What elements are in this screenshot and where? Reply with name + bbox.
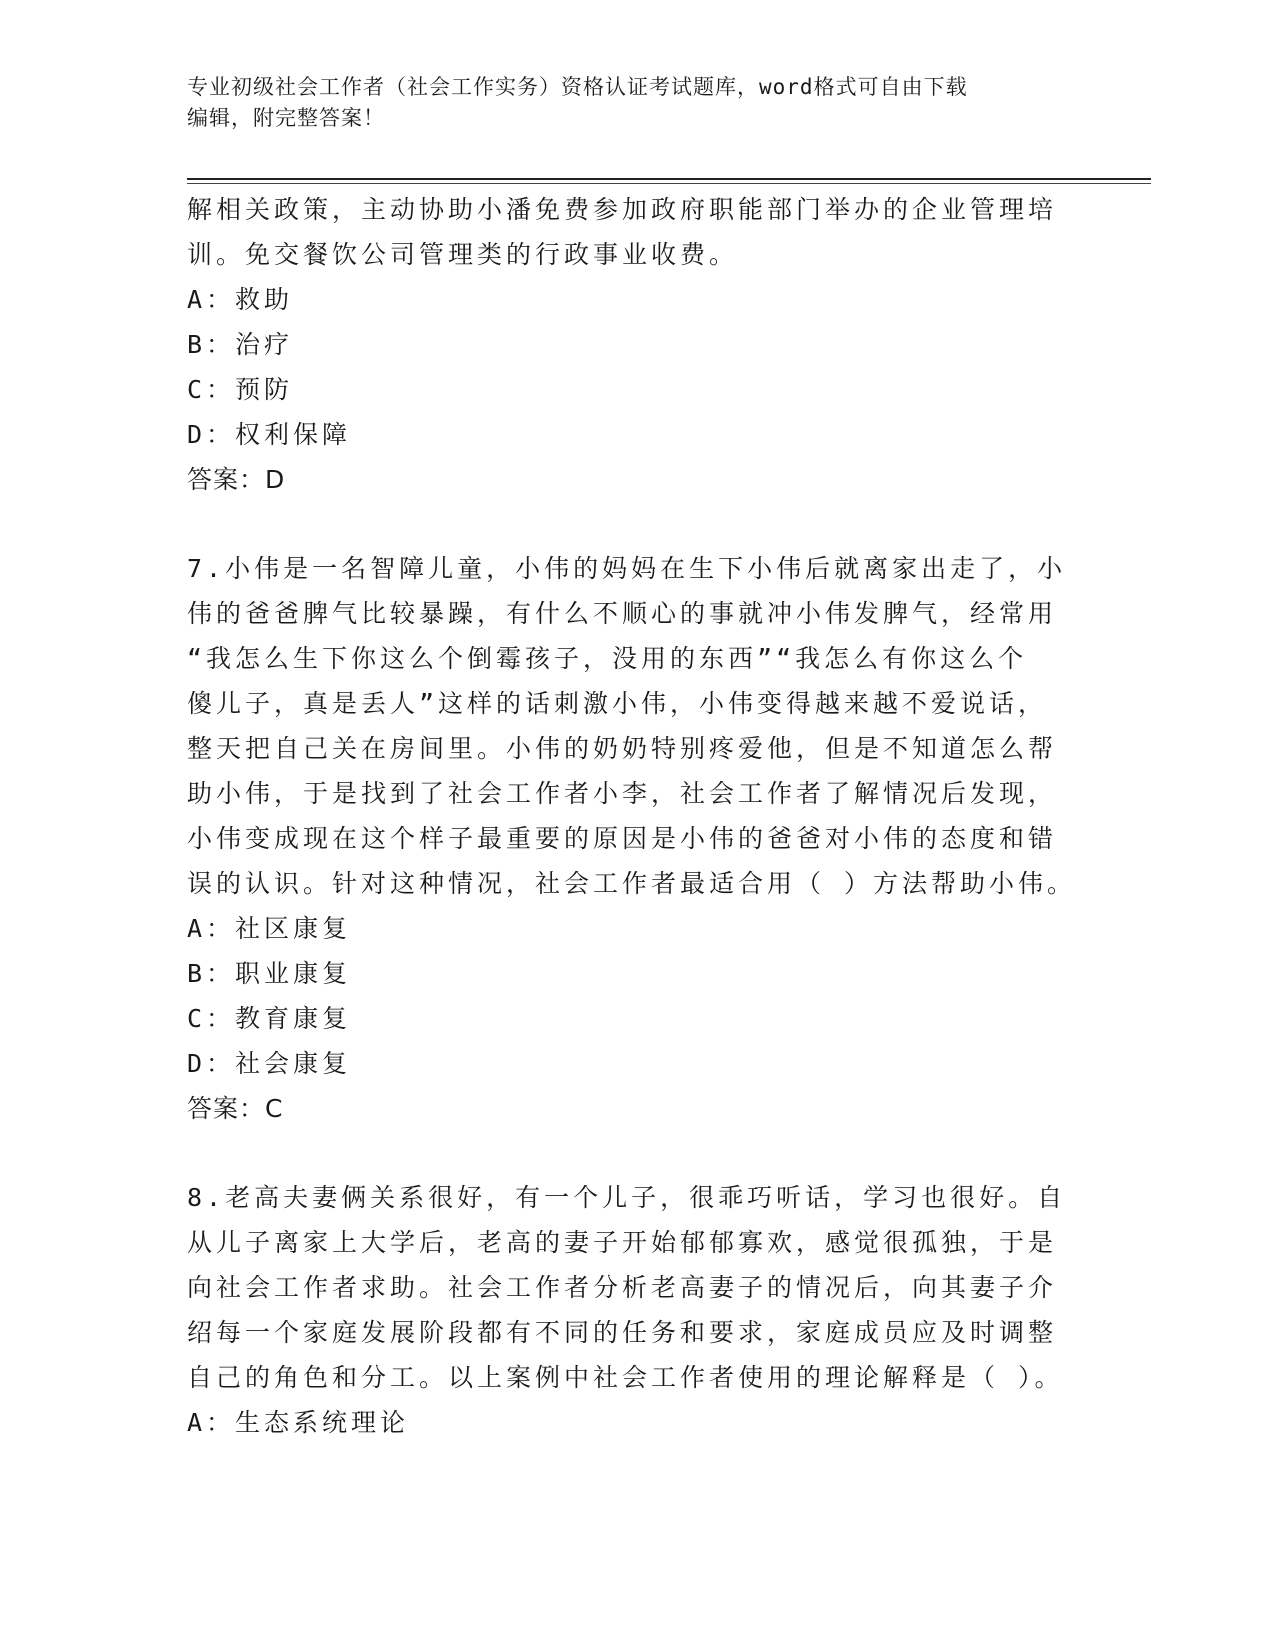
option-d: D：权利保障 bbox=[187, 420, 352, 449]
question-text-line: 绍每一个家庭发展阶段都有不同的任务和要求，家庭成员应及时调整 bbox=[187, 1318, 1058, 1347]
question-text-line: 从儿子离家上大学后，老高的妻子开始郁郁寡欢，感觉很孤独，于是 bbox=[187, 1228, 1058, 1257]
answer-label: 答案：D bbox=[187, 465, 286, 494]
question-text-line: 训。免交餐饮公司管理类的行政事业收费。 bbox=[187, 240, 739, 269]
option-b: B：职业康复 bbox=[187, 959, 352, 988]
header-line-1: 专业初级社会工作者（社会工作实务）资格认证考试题库，word格式可自由下载 bbox=[187, 75, 968, 99]
question-8 bbox=[187, 1175, 1067, 1445]
question-text-line: 误的认识。针对这种情况，社会工作者最适合用（ ）方法帮助小伟。 bbox=[187, 869, 1077, 898]
question-text-line: 解相关政策，主动协助小潘免费参加政府职能部门举办的企业管理培 bbox=[187, 195, 1058, 224]
page-header bbox=[187, 72, 1067, 134]
option-a: A：生态系统理论 bbox=[187, 1408, 410, 1437]
document-body bbox=[187, 187, 1077, 1445]
question-text-line: 傻儿子，真是丢人”这样的话刺激小伟，小伟变得越来越不爱说话， bbox=[187, 689, 1048, 718]
question-text-line: “我怎么生下你这么个倒霉孩子，没用的东西”“我怎么有你这么个 bbox=[187, 644, 1028, 673]
question-text-line: 自己的角色和分工。以上案例中社会工作者使用的理论解释是（ ）。 bbox=[187, 1363, 1064, 1392]
question-text-line: 助小伟，于是找到了社会工作者小李，社会工作者了解情况后发现， bbox=[187, 779, 1058, 808]
header-line-2: 编辑，附完整答案！ bbox=[187, 106, 385, 130]
question-7 bbox=[187, 546, 1077, 1131]
question-continuation bbox=[187, 187, 1067, 502]
header-rule-thin bbox=[187, 183, 1151, 184]
answer-label: 答案：C bbox=[187, 1094, 284, 1123]
question-text-line: 向社会工作者求助。社会工作者分析老高妻子的情况后，向其妻子介 bbox=[187, 1273, 1058, 1302]
spacer bbox=[187, 502, 1067, 546]
option-c: C：预防 bbox=[187, 375, 294, 404]
spacer bbox=[187, 1131, 1067, 1175]
option-a: A：救助 bbox=[187, 285, 294, 314]
option-a: A：社区康复 bbox=[187, 914, 352, 943]
question-text-line: 整天把自己关在房间里。小伟的奶奶特别疼爱他，但是不知道怎么帮 bbox=[187, 734, 1058, 763]
question-text-line: 7.小伟是一名智障儿童，小伟的妈妈在生下小伟后就离家出走了，小 bbox=[187, 554, 1067, 583]
option-b: B：治疗 bbox=[187, 330, 294, 359]
option-d: D：社会康复 bbox=[187, 1049, 352, 1078]
question-text-line: 8.老高夫妻俩关系很好，有一个儿子，很乖巧听话，学习也很好。自 bbox=[187, 1183, 1067, 1212]
header-rule-thick bbox=[187, 178, 1151, 180]
question-text-line: 伟的爸爸脾气比较暴躁，有什么不顺心的事就冲小伟发脾气，经常用 bbox=[187, 599, 1058, 628]
question-text-line: 小伟变成现在这个样子最重要的原因是小伟的爸爸对小伟的态度和错 bbox=[187, 824, 1058, 853]
option-c: C：教育康复 bbox=[187, 1004, 352, 1033]
